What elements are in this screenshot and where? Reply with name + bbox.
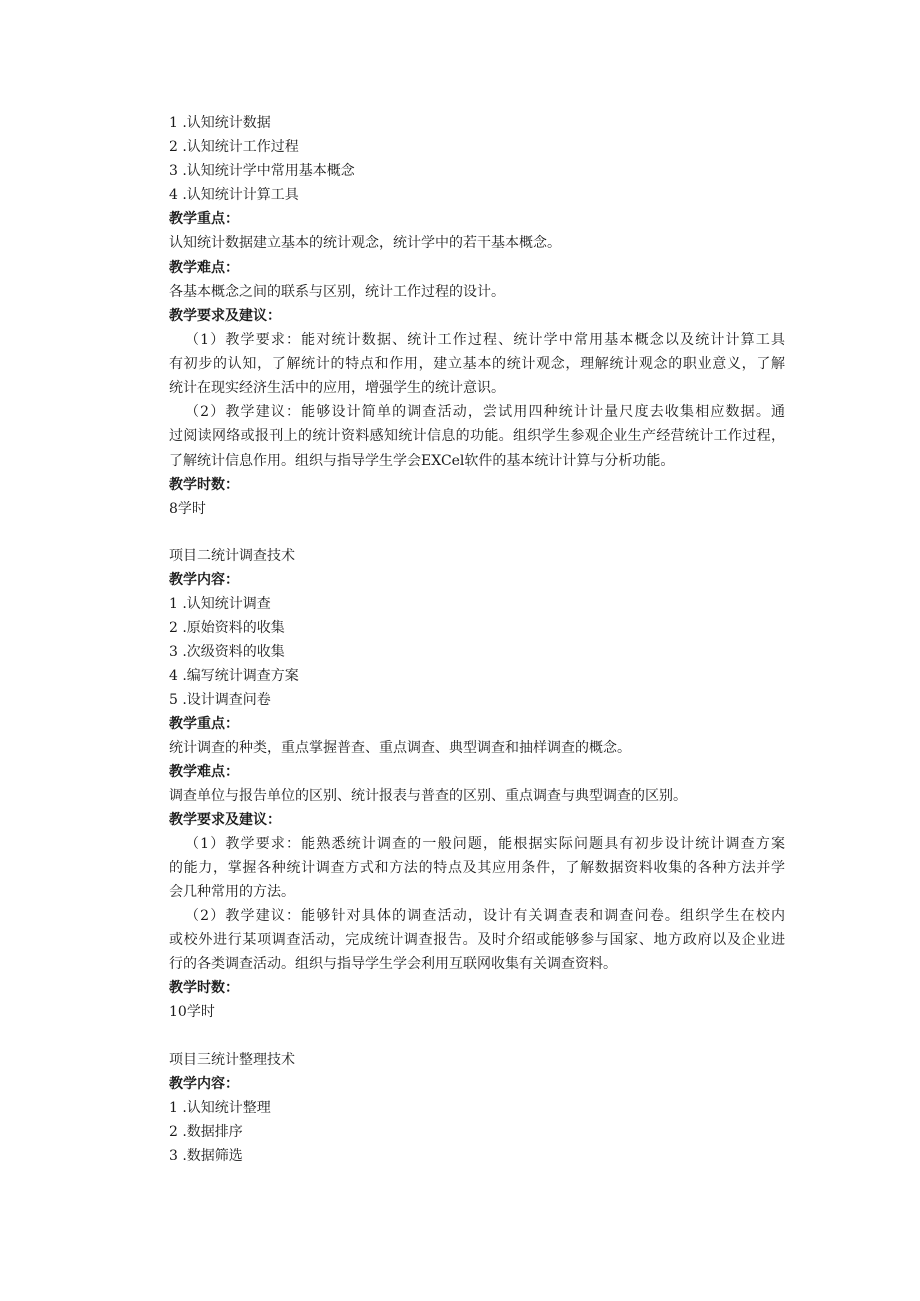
list-item: 2 .数据排序: [169, 1124, 243, 1140]
section-heading: 教学内容：: [169, 1076, 239, 1092]
section-heading: 教学要求及建议：: [169, 812, 281, 828]
list-item: 2 .原始资料的收集: [169, 620, 285, 636]
section-heading: 教学时数：: [169, 477, 239, 493]
section-heading: 教学时数：: [169, 980, 239, 996]
list-item: 1 .认知统计数据: [169, 115, 271, 131]
paragraph-line: 过阅读网络或报刊上的统计资料感知统计信息的功能。组织学生参观企业生产经营统计工作过程，: [169, 428, 785, 444]
paragraph: 各基本概念之间的联系与区别，统计工作过程的设计。: [169, 284, 505, 300]
paragraph-line: （1）教学要求：能对统计数据、统计工作过程、统计学中常用基本概念以及统计计算工具: [185, 332, 785, 348]
list-item: 2 .认知统计工作过程: [169, 139, 299, 155]
paragraph-line: 会几种常用的方法。: [169, 884, 295, 900]
list-item: 1 .认知统计整理: [169, 1100, 271, 1116]
list-item: 5 .设计调查问卷: [169, 692, 271, 708]
section-heading: 教学难点：: [169, 764, 239, 780]
list-item: 3 .数据筛选: [169, 1148, 243, 1164]
paragraph-line: （2）教学建议：能够针对具体的调查活动，设计有关调查表和调查问卷。组织学生在校内: [185, 908, 785, 924]
section-heading: 教学难点：: [169, 260, 239, 276]
paragraph-line: 的能力，掌握各种统计调查方式和方法的特点及其应用条件，了解数据资料收集的各种方法并学: [169, 860, 785, 876]
list-item: 1 .认知统计调查: [169, 596, 271, 612]
section-heading: 教学要求及建议：: [169, 308, 281, 324]
paragraph: 认知统计数据建立基本的统计观念，统计学中的若干基本概念。: [169, 235, 561, 251]
project-title: 项目二统计调查技术: [169, 548, 295, 564]
paragraph-line: 有初步的认知，了解统计的特点和作用，建立基本的统计观念，理解统计观念的职业意义，了解: [169, 356, 785, 372]
paragraph-line: 了解统计信息作用。组织与指导学生学会EXCel软件的基本统计计算与分析功能。: [169, 453, 675, 469]
list-item: 3 .认知统计学中常用基本概念: [169, 163, 355, 179]
section-heading: 教学重点：: [169, 211, 239, 227]
paragraph-line: 行的各类调查活动。组织与指导学生学会利用互联网收集有关调查资料。: [169, 956, 617, 972]
paragraph: 调查单位与报告单位的区别、统计报表与普查的区别、重点调查与典型调查的区别。: [169, 788, 687, 804]
paragraph-line: （1）教学要求：能熟悉统计调查的一般问题，能根据实际问题具有初步设计统计调查方案: [185, 836, 785, 852]
paragraph: 统计调查的种类，重点掌握普查、重点调查、典型调查和抽样调查的概念。: [169, 740, 631, 756]
project-title: 项目三统计整理技术: [169, 1052, 295, 1068]
paragraph-line: 或校外进行某项调查活动，完成统计调查报告。及时介绍或能够参与国家、地方政府以及企业进: [169, 932, 785, 948]
paragraph-line: 统计在现实经济生活中的应用，增强学生的统计意识。: [169, 380, 505, 396]
list-item: 4 .认知统计计算工具: [169, 187, 299, 203]
section-heading: 教学内容：: [169, 572, 239, 588]
list-item: 4 .编写统计调查方案: [169, 668, 299, 684]
paragraph: 10学时: [169, 1004, 215, 1020]
paragraph: 8学时: [169, 501, 206, 517]
section-heading: 教学重点：: [169, 716, 239, 732]
list-item: 3 .次级资料的收集: [169, 644, 285, 660]
paragraph-line: （2）教学建议：能够设计简单的调查活动，尝试用四种统计计量尺度去收集相应数据。通: [185, 404, 785, 420]
